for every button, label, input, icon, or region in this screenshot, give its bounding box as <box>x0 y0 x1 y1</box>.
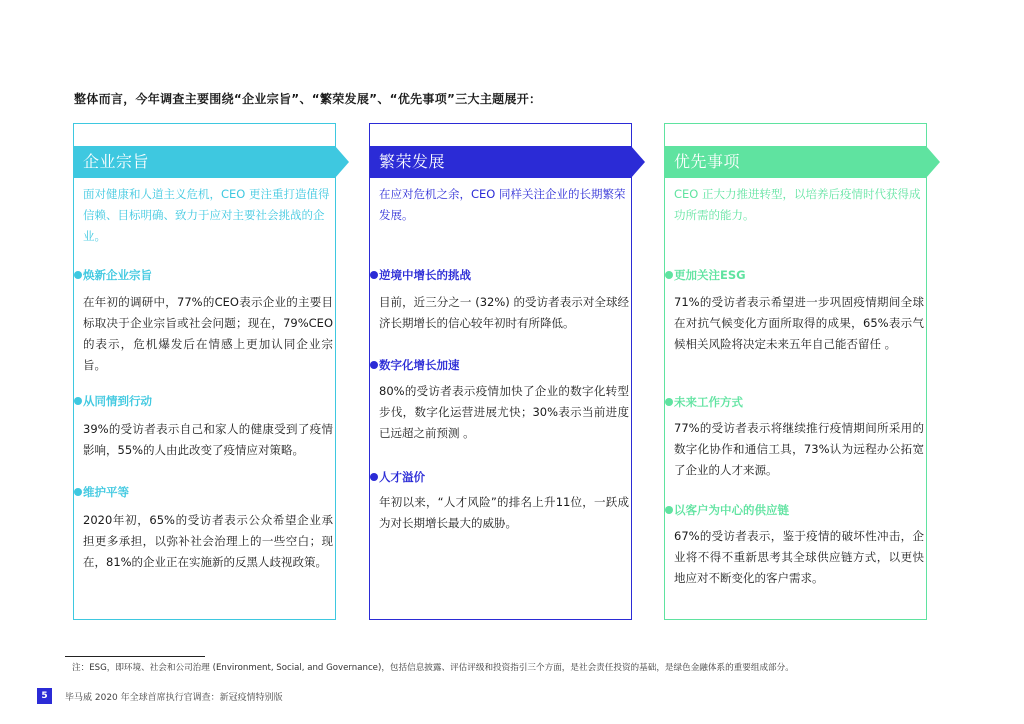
section-heading: 未来工作方式 <box>674 394 743 410</box>
column-bottom-border <box>73 619 336 620</box>
column-title: 企业宗旨 <box>73 146 335 178</box>
section-body: 80%的受访者表示疫情加快了企业的数字化转型步伐，数字化运营进展尤快；30%表示当前进度已远超之前预测 。 <box>379 384 629 440</box>
column-title: 繁荣发展 <box>369 146 631 178</box>
bullet-dot-icon <box>74 397 82 405</box>
intro-text: 整体而言，今年调查主要围绕“企业宗旨”、“繁荣发展”、“优先事项”三大主题展开： <box>74 92 542 106</box>
section-body: 2020年初，65%的受访者表示公众希望企业承担更多承担，以弥补社会治理上的一些空白；现在，81%的企业正在实施新的反黑人歧视政策。 <box>83 513 333 569</box>
section-body: 77%的受访者表示将继续推行疫情期间所采用的数字化协作和通信工具，73%认为远程办公拓宽了企业的人才来源。 <box>674 421 924 477</box>
bullet-dot-icon <box>370 361 378 369</box>
footnote: 注：ESG，即环境、社会和公司治理 (Environment, Social, and Governance)，包括信息披露、评估评级和投资指引三个方面，是社会责任投资的基础，是绿色金融体系的重要组成部分。 <box>72 663 794 673</box>
section-body: 年初以来，“人才风险”的排名上升11位，一跃成为对长期增长最大的威胁。 <box>379 495 629 530</box>
column-purpose <box>73 123 336 620</box>
column-bottom-border <box>664 619 927 620</box>
bullet-dot-icon <box>665 398 673 406</box>
bullet-dot-icon <box>665 506 673 514</box>
section-heading: 数字化增长加速 <box>379 357 460 373</box>
page-number: 5 <box>37 688 52 704</box>
column-bottom-border <box>369 619 632 620</box>
bullet-dot-icon <box>74 271 82 279</box>
bullet-dot-icon <box>665 271 673 279</box>
page-footer-text: 毕马威 2020 年全球首席执行官调查：新冠疫情特别版 <box>65 693 283 703</box>
section-body: 在年初的调研中，77%的CEO表示企业的主要目标取决于企业宗旨或社会问题；现在，79%CEO的表示，危机爆发后在情感上更加认同企业宗旨。 <box>83 295 333 372</box>
section-heading: 从同情到行动 <box>83 393 152 409</box>
section-body: 目前，近三分之一 (32%) 的受访者表示对全球经济长期增长的信心较年初时有所降低。 <box>379 295 629 330</box>
section-heading: 人才溢价 <box>379 469 425 485</box>
column-priorities <box>664 123 927 620</box>
section-heading: 焕新企业宗旨 <box>83 267 152 283</box>
section-body: 39%的受访者表示自己和家人的健康受到了疫情影响，55%的人由此改变了疫情应对策略。 <box>83 422 333 457</box>
footnote-divider <box>65 656 205 657</box>
section-body: 71%的受访者表示希望进一步巩固疫情期间全球在对抗气候变化方面所取得的成果，65%表示气候相关风险将决定未来五年自己能否留任 。 <box>674 295 924 351</box>
bullet-dot-icon <box>370 271 378 279</box>
section-body: 67%的受访者表示，鉴于疫情的破坏性冲击，企业将不得不重新思考其全球供应链方式，以更快地应对不断变化的客户需求。 <box>674 529 924 585</box>
section-heading: 维护平等 <box>83 484 129 500</box>
column-prosperity <box>369 123 632 620</box>
column-subtitle: 在应对危机之余，CEO 同样关注企业的长期繁荣发展。 <box>379 187 626 222</box>
section-heading: 逆境中增长的挑战 <box>379 267 471 283</box>
bullet-dot-icon <box>370 473 378 481</box>
column-subtitle: 面对健康和人道主义危机，CEO 更注重打造值得信赖、目标明确、致力于应对主要社会挑战的企业。 <box>83 187 330 243</box>
section-heading: 以客户为中心的供应链 <box>674 502 789 518</box>
column-subtitle: CEO 正大力推进转型，以培养后疫情时代获得成功所需的能力。 <box>674 187 921 222</box>
section-heading: 更加关注ESG <box>674 267 746 283</box>
column-title: 优先事项 <box>664 146 926 178</box>
bullet-dot-icon <box>74 488 82 496</box>
